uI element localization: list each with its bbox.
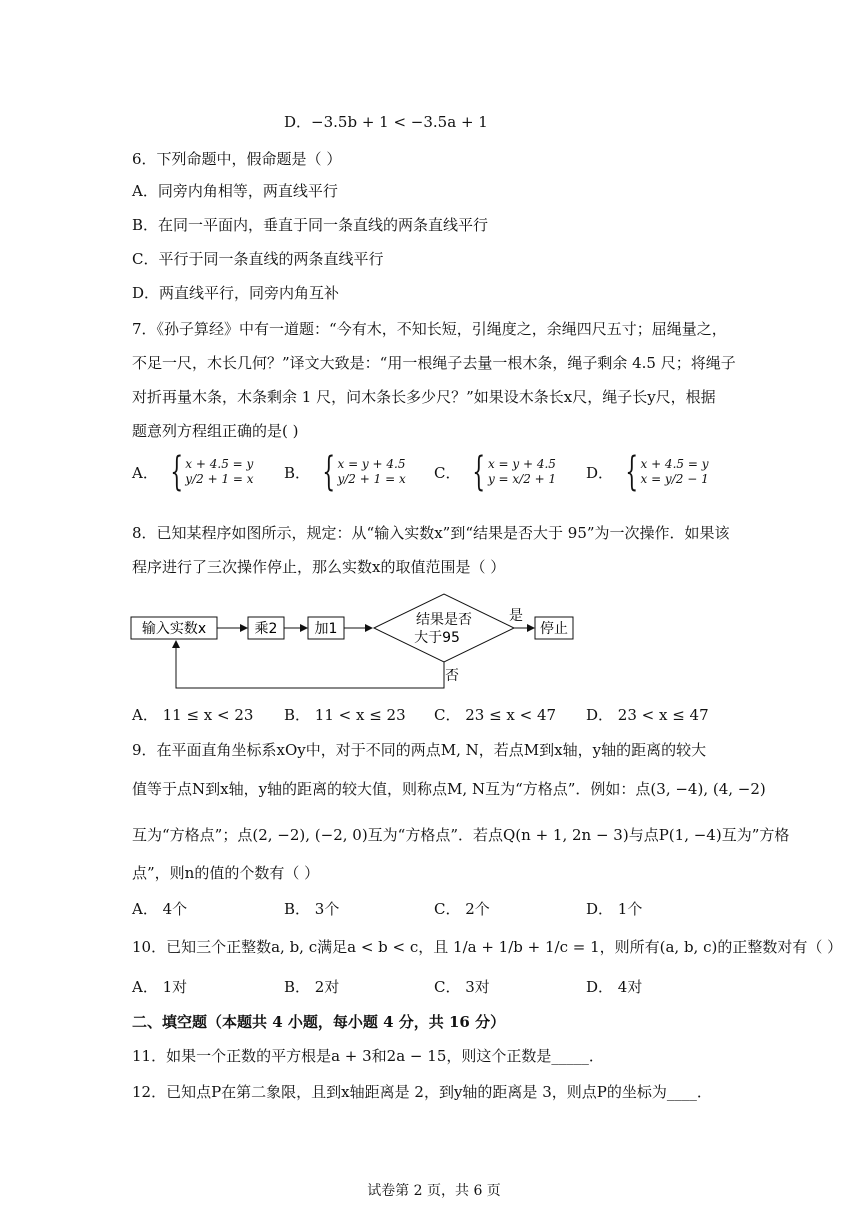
q7-option-b [284,449,406,495]
q10-option-b: B． 2对 [284,978,340,996]
q8-stem-line2: 程序进行了三次操作停止，那么实数x的取值范围是（ ） [132,558,506,576]
brace-icon: { [170,449,183,495]
decision-diamond [374,594,514,662]
q6-stem: 6．下列命题中，假命题是（ ） [132,150,342,168]
q7-option-a [132,449,254,495]
brace-icon: { [472,449,486,495]
q9-option-b: B． 3个 [284,900,340,918]
q7-option-b-eq2: y/2 + 1 = x [337,472,406,486]
q9-option-c: C． 2个 [434,900,490,918]
q6-option-c: C．平行于同一条直线的两条直线平行 [132,250,384,268]
q8-option-c: C． 23 ≤ x < 47 [434,706,557,724]
q10-option-c: C． 3对 [434,978,490,996]
q7-option-a-eq2: y/2 + 1 = x [185,472,254,486]
q7-option-d [586,449,709,495]
page-footer: 试卷第 2 页，共 6 页 [367,1183,501,1199]
no-label: 否 [445,668,459,684]
q10-option-a: A． 1对 [132,978,188,996]
q9-option-a: A． 4个 [132,900,188,918]
q6-option-a: A．同旁内角相等，两直线平行 [132,182,338,200]
q7-option-b-eq1: x = y + 4.5 [337,457,406,471]
q9-stem-line1: 9．在平面直角坐标系xOy中，对于不同的两点M, N，若点M到x轴，y轴的距离的较大 [132,741,707,759]
q8-stem-line1: 8．已知某程序如图所示，规定：从“输入实数x”到“结果是否大于 95”为一次操作．如果该 [132,524,730,542]
q7-option-b-label: B． [284,463,311,482]
stop-box-label: 停止 [540,621,568,637]
q7-option-c-label: C． [434,463,461,482]
q10-stem: 10．已知三个正整数a, b, c满足a < b < c，且 1/a + 1/b + 1/c = 1，则所有(a, b, c)的正整数对有（ ） [132,938,843,956]
loop-back-arrow [176,641,444,688]
q7-option-a-eq1: x + 4.5 = y [185,457,254,471]
add-box-label: 加1 [314,621,338,637]
q9-option-d: D． 1个 [586,900,643,918]
program-flowchart [0,590,868,700]
q7-stem-line4: 题意列方程组正确的是( ) [132,422,299,440]
q11-stem: 11．如果一个正数的平方根是a + 3和2a − 15，则这个正数是_____． [132,1047,604,1065]
q7-stem-line3: 对折再量木条，木条剩余 1 尺，问木条长多少尺？”如果设木条长x尺，绳子长y尺，根据 [132,388,716,406]
decision-label-line2: 大于95 [414,630,460,646]
q7-stem-line1: 7．《孙子算经》中有一道题：“今有木，不知长短，引绳度之，余绳四尺五寸；屈绳量之， [132,320,727,338]
input-box-label: 输入实数x [141,621,207,637]
q8-option-b: B． 11 < x ≤ 23 [284,706,406,724]
yes-label: 是 [509,608,523,624]
q7-option-c [434,449,557,495]
q7-option-d-eq2: x = y/2 − 1 [640,472,709,486]
section-2-heading: 二、填空题（本题共 4 小题，每小题 4 分，共 16 分） [132,1013,506,1031]
q12-stem: 12．已知点P在第二象限，且到x轴距离是 2，到y轴的距离是 3，则点P的坐标为____． [132,1083,712,1101]
q5-option-d: D．−3.5b + 1 < −3.5a + 1 [284,113,488,131]
mul-box-label: 乘2 [254,621,278,637]
q6-option-d: D．两直线平行，同旁内角互补 [132,284,340,302]
q7-option-d-eq1: x + 4.5 = y [640,457,709,471]
q7-option-a-label: A． [132,463,158,482]
q7-stem-line2: 不足一尺，木长几何？”译文大致是：“用一根绳子去量一根木条，绳子剩余 4.5 尺；将绳子 [132,354,736,372]
q9-stem-line2: 值等于点N到x轴，y轴的距离的较大值，则称点M, N互为“方格点”．例如：点(3, −4), (4, −2) [132,780,766,798]
q10-option-d: D． 4对 [586,978,643,996]
q9-stem-line3: 互为“方格点”；点(2, −2), (−2, 0)互为“方格点”．若点Q(n + 1, 2n − 3)与点P(1, −4)互为”方格 [132,826,790,844]
decision-label-line1: 结果是否 [416,612,472,628]
q7-option-d-label: D． [586,463,614,482]
brace-icon: { [625,449,639,495]
q8-option-a: A． 11 ≤ x < 23 [132,706,254,724]
q9-stem-line4: 点”，则n的值的个数有（ ） [132,864,320,882]
q8-option-d: D． 23 < x ≤ 47 [586,706,709,724]
q6-option-b: B．在同一平面内，垂直于同一条直线的两条直线平行 [132,216,489,234]
brace-icon: { [322,449,336,495]
q7-option-c-eq2: y = x/2 + 1 [487,472,557,486]
q7-option-c-eq1: x = y + 4.5 [487,457,556,471]
